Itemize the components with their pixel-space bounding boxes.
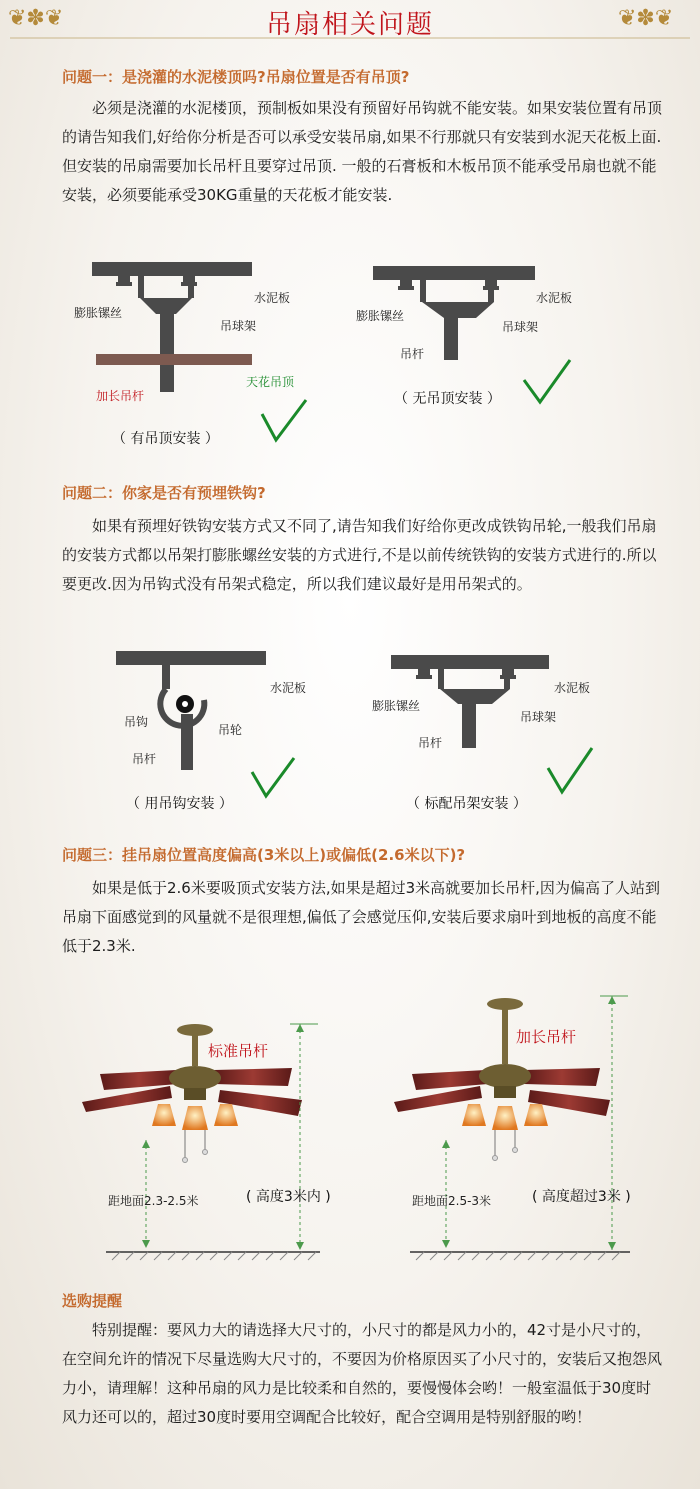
label-extended-rod: 加长吊杆	[96, 389, 145, 403]
tips-title: 选购提醒	[62, 1292, 123, 1310]
question-2-body: 如果有预埋好铁钩安装方式又不同了,请告知我们好给你更改成铁钩吊轮,一般我们吊扇的安装方式都以吊架打膨胀螺丝安装的方式进行,不是以前传统铁钩的安装方式进行的.所以要更改.因为吊钩式没有吊架式稳定，所以我们建议最好是用吊架式的。	[62, 517, 657, 593]
caption-no-ceiling: （ 无吊顶安装 ）	[394, 391, 501, 407]
label-bracket: 吊球架	[220, 319, 257, 333]
question-2-title: 问题二：你家是否有预埋铁钩?	[62, 484, 266, 502]
label-distance-extended: 距地面2.5-3米	[412, 1194, 492, 1208]
label-bolt-4: 膨胀镙丝	[372, 699, 421, 713]
label-rod-4: 吊杆	[418, 736, 443, 750]
label-concrete-3: 水泥板	[270, 681, 307, 695]
left-ornament-icon: ❦✽❦	[8, 6, 64, 31]
label-ceiling: 天花吊顶	[246, 375, 295, 389]
tips-body: 特别提醒：要风力大的请选择大尺寸的，小尺寸的都是风力小的，42寸是小尺寸的，在空间允许的情况下尽量选购大尺寸的，不要因为价格原因买了小尺寸的，安装后又抱怨风力小，请理解！这种吊扇的风力是比较柔和自然的，要慢慢体会哟！一般室温低于30度时风力还可以的，超过30度时要用空调配合比较好，配合空调用是特别舒服的哟！	[62, 1321, 663, 1426]
question-1-title: 问题一：是浇灌的水泥楼顶吗?吊扇位置是否有吊顶?	[62, 68, 410, 86]
caption-bracket: （ 标配吊架安装 ）	[406, 796, 527, 812]
label-concrete-4: 水泥板	[554, 681, 591, 695]
page-title: 吊扇相关问题	[265, 10, 434, 40]
label-bracket-2: 吊球架	[502, 320, 539, 334]
label-bolt-2: 膨胀镙丝	[356, 309, 405, 323]
fan-standard-rod-icon	[82, 1024, 302, 1163]
label-concrete-2: 水泥板	[536, 291, 573, 305]
label-wheel: 吊轮	[218, 723, 243, 737]
label-bolt: 膨胀镙丝	[74, 306, 123, 320]
question-3-body: 如果是低于2.6米要吸顶式安装方法,如果是超过3米高就要加长吊杆,因为偏高了人站到吊扇下面感觉到的风量就不是很理想,偏低了会感觉压仰,安装后要求扇叶到地板的高度不能低于2.3米.	[62, 879, 660, 955]
label-rod-3: 吊杆	[132, 752, 157, 766]
label-bracket-4: 吊球架	[520, 710, 557, 724]
label-extended-rod-fan: 加长吊杆	[516, 1028, 577, 1046]
label-height-over-3m: ( 高度超过3米 )	[532, 1189, 631, 1205]
label-rod-2: 吊杆	[400, 347, 425, 361]
label-distance-standard: 距地面2.3-2.5米	[108, 1194, 199, 1208]
label-standard-rod: 标准吊杆	[208, 1042, 269, 1060]
label-height-within-3m: ( 高度3米内 )	[246, 1189, 331, 1205]
right-ornament-icon: ❦✽❦	[618, 6, 674, 31]
question-1-body: 必须是浇灌的水泥楼顶，预制板如果没有预留好吊钩就不能安装。如果安装位置有吊顶的请告知我们,好给你分析是否可以承受安装吊扇,如果不行那就只有安装到水泥天花板上面.但安装的吊扇需要加长吊杆且要穿过吊顶. 一般的石膏板和木板吊顶不能承受吊扇也就不能安装，必须要能承受30KG重量的天花板才能安装.	[62, 99, 663, 204]
question-3-title: 问题三：挂吊扇位置高度偏高(3米以上)或偏低(2.6米以下)?	[62, 846, 466, 864]
fan-extended-rod-icon	[394, 998, 610, 1161]
label-concrete: 水泥板	[254, 291, 291, 305]
caption-with-ceiling: （ 有吊顶安装 ）	[112, 431, 219, 447]
caption-hook: （ 用吊钩安装 ）	[126, 796, 233, 812]
label-hook: 吊钩	[124, 715, 149, 729]
